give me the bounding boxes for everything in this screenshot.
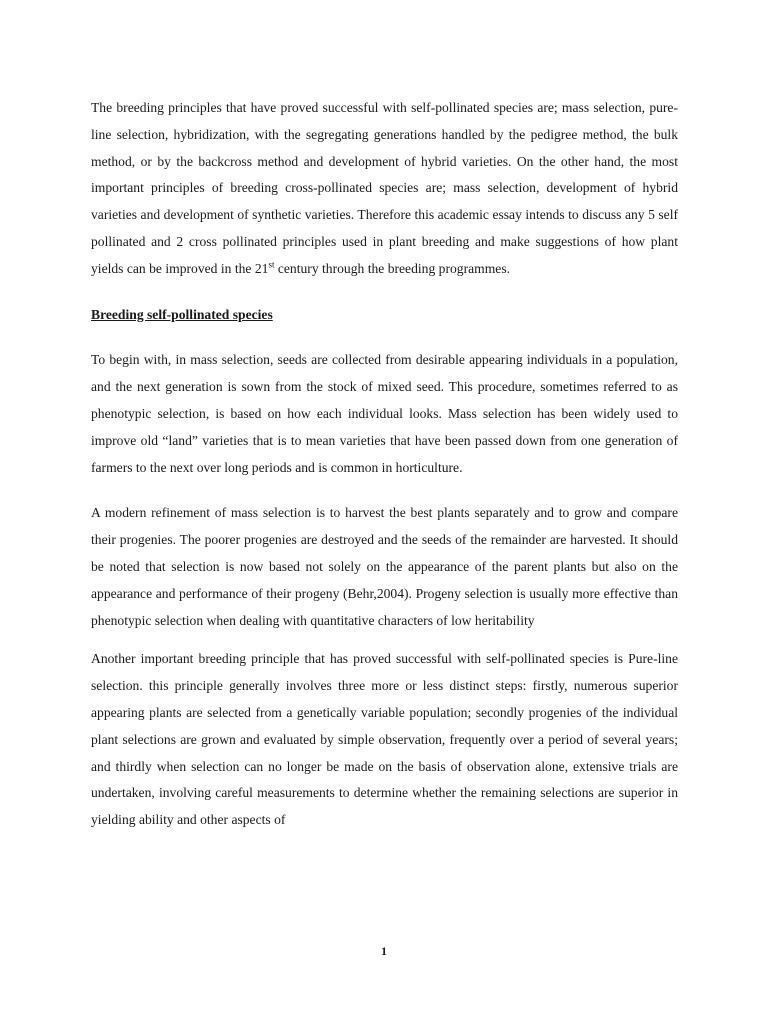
section-heading: Breeding self-pollinated species — [91, 306, 273, 322]
intro-paragraph — [91, 95, 678, 283]
intro-text: The breeding principles that have proved successful with self-pollinated species are; mass selection, pure-line selection, hybridization, with the segregating generations handled by the pedigree method, the bulk method, or by the backcross method and development of hybrid varieties. On the other hand, the most important principles of breeding cross-pollinated species are; mass selection, development of hybrid varieties and development of synthetic varieties. Therefore this academic essay intends to discuss any 5 self pollinated and 2 cross pollinated principles used in plant breeding and make suggestions of how plant yields can be improved in the 21 — [91, 100, 678, 276]
body-paragraph-mass-selection: To begin with, in mass selection, seeds are collected from desirable appearing individuals in a population, and the next generation is sown from the stock of mixed seed. This procedure, sometimes referred to as phenotypic selection, is based on how each individual looks. Mass selection has been widely used to improve old “land” varieties that is to mean varieties that have been passed down from one generation of farmers to the next over long periods and is common in horticulture. — [91, 352, 678, 475]
ordinal-superscript: st — [268, 259, 275, 270]
body-paragraph-pure-line-selection: Another important breeding principle that has proved successful with self-pollinated species is Pure-line selection. this principle generally involves three more or less distinct steps: firstly, numerous superior appearing plants are selected from a genetically variable population; secondly progenies of the individual plant selections are grown and evaluated by simple observation, frequently over a period of several years; and thirdly when selection can no longer be made on the basis of observation alone, extensive trials are undertaken, involving careful measurements to determine whether the remaining selections are superior in yielding ability and other aspects of — [91, 651, 678, 828]
page-number: 1 — [381, 944, 387, 958]
body-paragraph-progeny-selection: A modern refinement of mass selection is to harvest the best plants separately and to grow and compare their progenies. The poorer progenies are destroyed and the seeds of the remainder are harvested. It should be noted that selection is now based not solely on the appearance of the parent plants but also on the appearance and performance of their progeny (Behr,2004). Progeny selection is usually more effective than phenotypic selection when dealing with quantitative characters of low heritability — [91, 505, 678, 628]
intro-text-end: century through the breeding programmes. — [274, 260, 511, 276]
document-page — [91, 95, 678, 834]
